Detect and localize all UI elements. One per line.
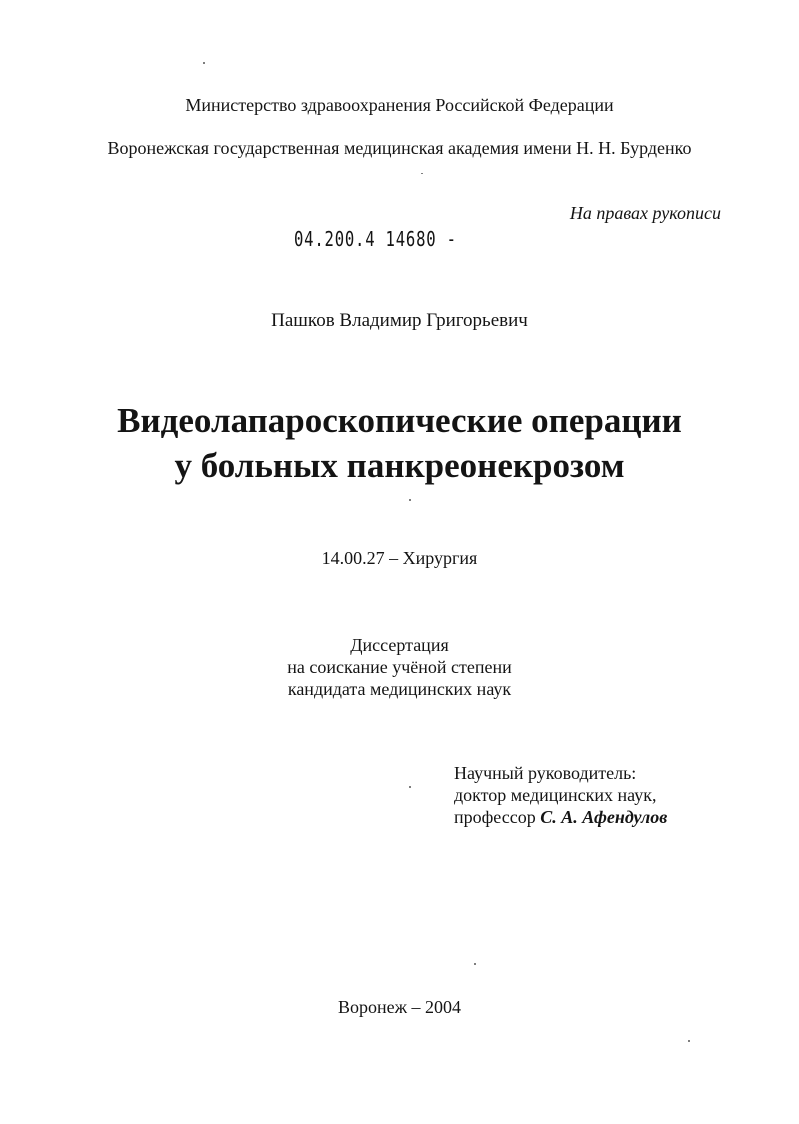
scan-speck: [409, 499, 411, 501]
degree-line-1: Диссертация: [350, 635, 449, 655]
degree-line-2: на соискание учёной степени: [287, 657, 512, 677]
ministry-heading: Министерство здравоохранения Российской Федерации: [185, 95, 614, 115]
title-line-2: у больных панкреонекрозом: [174, 446, 625, 485]
advisor-role: Научный руководитель:: [454, 763, 637, 783]
scan-speck: [688, 1040, 690, 1042]
scan-speck: [474, 963, 476, 965]
title-line-1: Видеолапароскопические операции: [117, 401, 682, 440]
degree-statement: [0, 634, 799, 700]
scientific-advisor: [454, 762, 667, 828]
rights-note: На правах рукописи: [569, 203, 721, 223]
degree-line-3: кандидата медицинских наук: [287, 679, 512, 699]
scan-speck: [203, 62, 205, 64]
dissertation-title: [0, 398, 799, 488]
advisor-rank: профессор: [454, 807, 536, 827]
speciality-code: 14.00.27 – Хирургия: [321, 548, 478, 568]
scan-speck: [409, 786, 411, 788]
scan-speck: [421, 173, 423, 174]
academy-heading: Воронежская государственная медицинская академия имени Н. Н. Бурденко: [107, 138, 692, 158]
advisor-degree: доктор медицинских наук,: [454, 785, 657, 805]
registration-stamp: 04.200.4 14680 -: [294, 227, 457, 251]
advisor-rank-line: [454, 806, 667, 828]
author-name: Пашков Владимир Григорьевич: [271, 310, 528, 331]
city-year: Воронеж – 2004: [337, 997, 462, 1017]
advisor-name: С. А. Афендулов: [540, 807, 668, 827]
